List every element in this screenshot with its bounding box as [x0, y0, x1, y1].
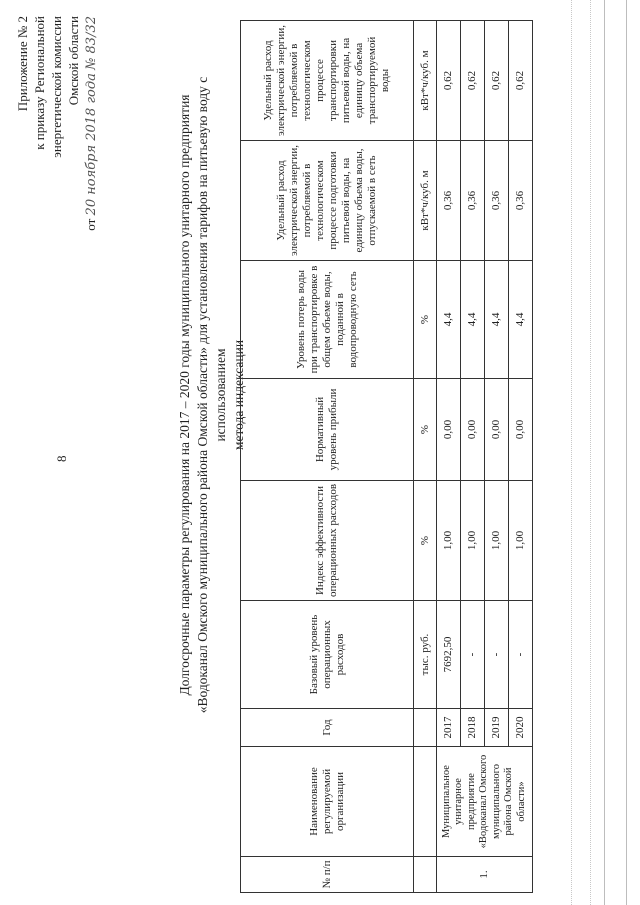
header-profit: Нормативный уровень прибыли: [241, 379, 414, 481]
handwritten-date: 20 ноября 2018 года: [84, 73, 99, 216]
unit-cell: [414, 857, 437, 893]
header-elec-transport: Удельный расход электрической энергии, потребляемой в технологическом процессе транспортировки питьевой воды, на единицу объема транспортируемой воды: [241, 21, 414, 141]
cell-year: 2018: [461, 709, 485, 747]
unit-cell: [414, 747, 437, 857]
cell-index: 1,00: [485, 481, 509, 601]
cell-elec2: 0,62: [485, 21, 509, 141]
cell-elec1: 0,36: [485, 141, 509, 261]
appendix-line: энергетической комиссии: [49, 16, 64, 158]
cell-base: -: [461, 601, 485, 709]
appendix-date-prefix: от: [83, 218, 98, 231]
header-year: Год: [241, 709, 414, 747]
cell-index: 1,00: [461, 481, 485, 601]
cell-loss: 4,4: [461, 261, 485, 379]
cell-profit: 0,00: [437, 379, 461, 481]
cell-elec2: 0,62: [461, 21, 485, 141]
cell-loss: 4,4: [485, 261, 509, 379]
cell-year: 2020: [509, 709, 533, 747]
header-water-loss: Уровень потерь воды при транспортировке в общем объеме воды, поданной в водопроводную сеть: [241, 261, 414, 379]
organization-name: Муниципальное унитарное предприятие «Водоканал Омского муниципального района Омской области»: [437, 747, 533, 857]
unit-cell: [414, 709, 437, 747]
unit-profit: %: [414, 379, 437, 481]
cell-loss: 4,4: [509, 261, 533, 379]
cell-loss: 4,4: [437, 261, 461, 379]
cell-base: 7692,50: [437, 601, 461, 709]
cell-profit: 0,00: [509, 379, 533, 481]
cell-index: 1,00: [437, 481, 461, 601]
table-header-row: [241, 21, 414, 893]
row-number: 1.: [437, 857, 533, 893]
unit-elec2: кВт*ч/куб. м: [414, 21, 437, 141]
cell-elec2: 0,62: [509, 21, 533, 141]
header-num: № п/п: [241, 857, 414, 893]
table-units-row: [414, 21, 437, 893]
appendix-block: [14, 16, 100, 316]
appendix-line: Омской области: [66, 16, 81, 106]
document-heading: [176, 35, 248, 755]
header-efficiency-index: Индекс эффективности операционных расходов: [241, 481, 414, 601]
cell-year: 2019: [485, 709, 509, 747]
cell-elec2: 0,62: [437, 21, 461, 141]
unit-index: %: [414, 481, 437, 601]
page-number: 8: [54, 455, 69, 462]
heading-line: Долгосрочные параметры регулирования на 2017 – 2020 годы муниципального унитарного предприятия: [177, 94, 192, 696]
appendix-title: Приложение № 2: [15, 16, 30, 112]
cell-base: -: [509, 601, 533, 709]
heading-line: «Водоканал Омского муниципального района Омской области» для установления тарифов на питьевую воду с использованием: [195, 76, 228, 714]
header-org: Наименование регулируемой организации: [241, 747, 414, 857]
unit-elec1: кВт*ч/куб. м: [414, 141, 437, 261]
cell-profit: 0,00: [461, 379, 485, 481]
appendix-line: к приказу Региональной: [32, 16, 47, 150]
parameters-table: [240, 20, 533, 893]
table-row: [437, 21, 461, 893]
cell-elec1: 0,36: [509, 141, 533, 261]
heading-line: метода индексации: [231, 339, 246, 451]
header-base-costs: Базовый уровень операционных расходов: [241, 601, 414, 709]
cell-index: 1,00: [509, 481, 533, 601]
unit-loss: %: [414, 261, 437, 379]
cell-base: -: [485, 601, 509, 709]
unit-base: тыс. руб.: [414, 601, 437, 709]
cell-elec1: 0,36: [461, 141, 485, 261]
header-elec-preparation: Удельный расход электрической энергии, потребляемой в технологическом процессе подготовки питьевой воды, на единицу объема воды, отпускаемой в сеть: [241, 141, 414, 261]
cell-profit: 0,00: [485, 379, 509, 481]
appendix-date-line: [82, 16, 100, 316]
order-number: № 83/32: [84, 16, 99, 70]
cell-elec1: 0,36: [437, 141, 461, 261]
cell-year: 2017: [437, 709, 461, 747]
